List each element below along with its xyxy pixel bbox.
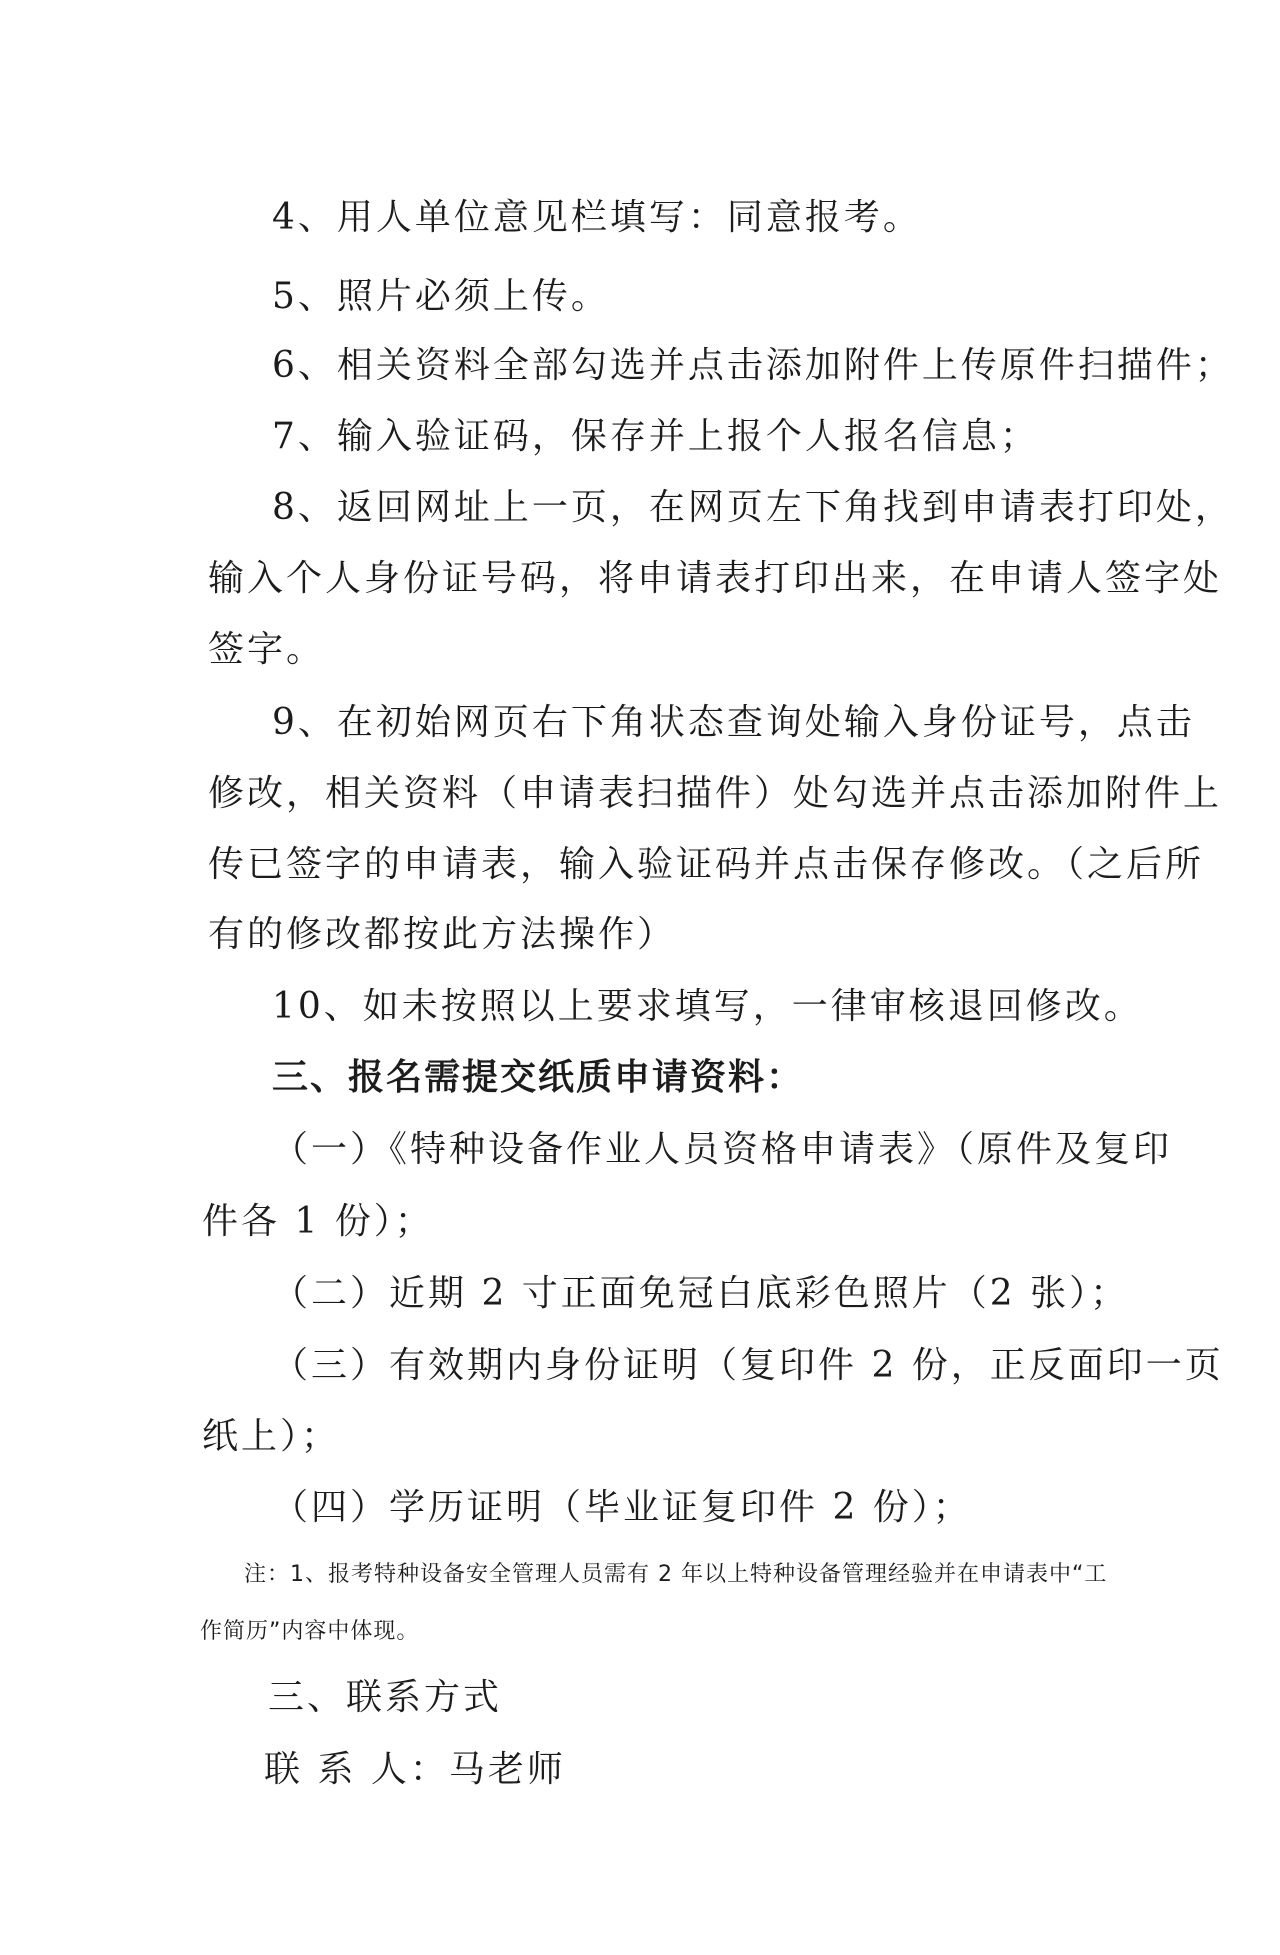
note-line-1: 注：1、报考特种设备安全管理人员需有 2 年以上特种设备管理经验并在申请表中“工 <box>244 1562 1108 1587</box>
contact-person: 联 系 人：马老师 <box>264 1749 566 1790</box>
item-9-line-2: 修改，相关资料（申请表扫描件）处勾选并点击添加附件上 <box>208 773 1223 814</box>
requirement-3-line-1: （三）有效期内身份证明（复印件 2 份，正反面印一页 <box>272 1345 1224 1386</box>
item-9-line-1: 9、在初始网页右下角状态查询处输入身份证号，点击 <box>272 702 1195 743</box>
item-4-line: 4、用人单位意见栏填写：同意报考。 <box>272 197 922 238</box>
requirement-2-line: （二）近期 2 寸正面免冠白底彩色照片（2 张）； <box>272 1273 1130 1314</box>
item-8-line-2: 输入个人身份证号码，将申请表打印出来，在申请人签字处 <box>208 558 1223 599</box>
item-8-line-3: 签字。 <box>208 629 326 670</box>
note-line-2: 作简历”内容中体现。 <box>200 1619 420 1644</box>
item-9-line-4: 有的修改都按此方法操作） <box>208 914 677 955</box>
requirement-1-line-1: （一）《特种设备作业人员资格申请表》（原件及复印 <box>272 1129 1173 1170</box>
requirement-3-line-2: 纸上）； <box>202 1416 341 1457</box>
contact-heading: 三、联系方式 <box>268 1677 503 1718</box>
item-10-line: 10、如未按照以上要求填写，一律审核退回修改。 <box>272 986 1143 1027</box>
item-6-line: 6、相关资料全部勾选并点击添加附件上传原件扫描件； <box>272 345 1234 386</box>
item-8-line-1: 8、返回网址上一页，在网页左下角找到申请表打印处， <box>272 487 1234 528</box>
item-5-line: 5、照片必须上传。 <box>272 276 610 317</box>
section-3-heading: 三、报名需提交纸质申请资料： <box>272 1057 805 1098</box>
requirement-4-line: （四）学历证明（毕业证复印件 2 份）； <box>272 1487 972 1528</box>
item-7-line: 7、输入验证码，保存并上报个人报名信息； <box>272 416 1039 457</box>
requirement-1-line-2: 件各 1 份）； <box>202 1201 434 1242</box>
item-9-line-3: 传已签字的申请表，输入验证码并点击保存修改。（之后所 <box>208 844 1205 885</box>
